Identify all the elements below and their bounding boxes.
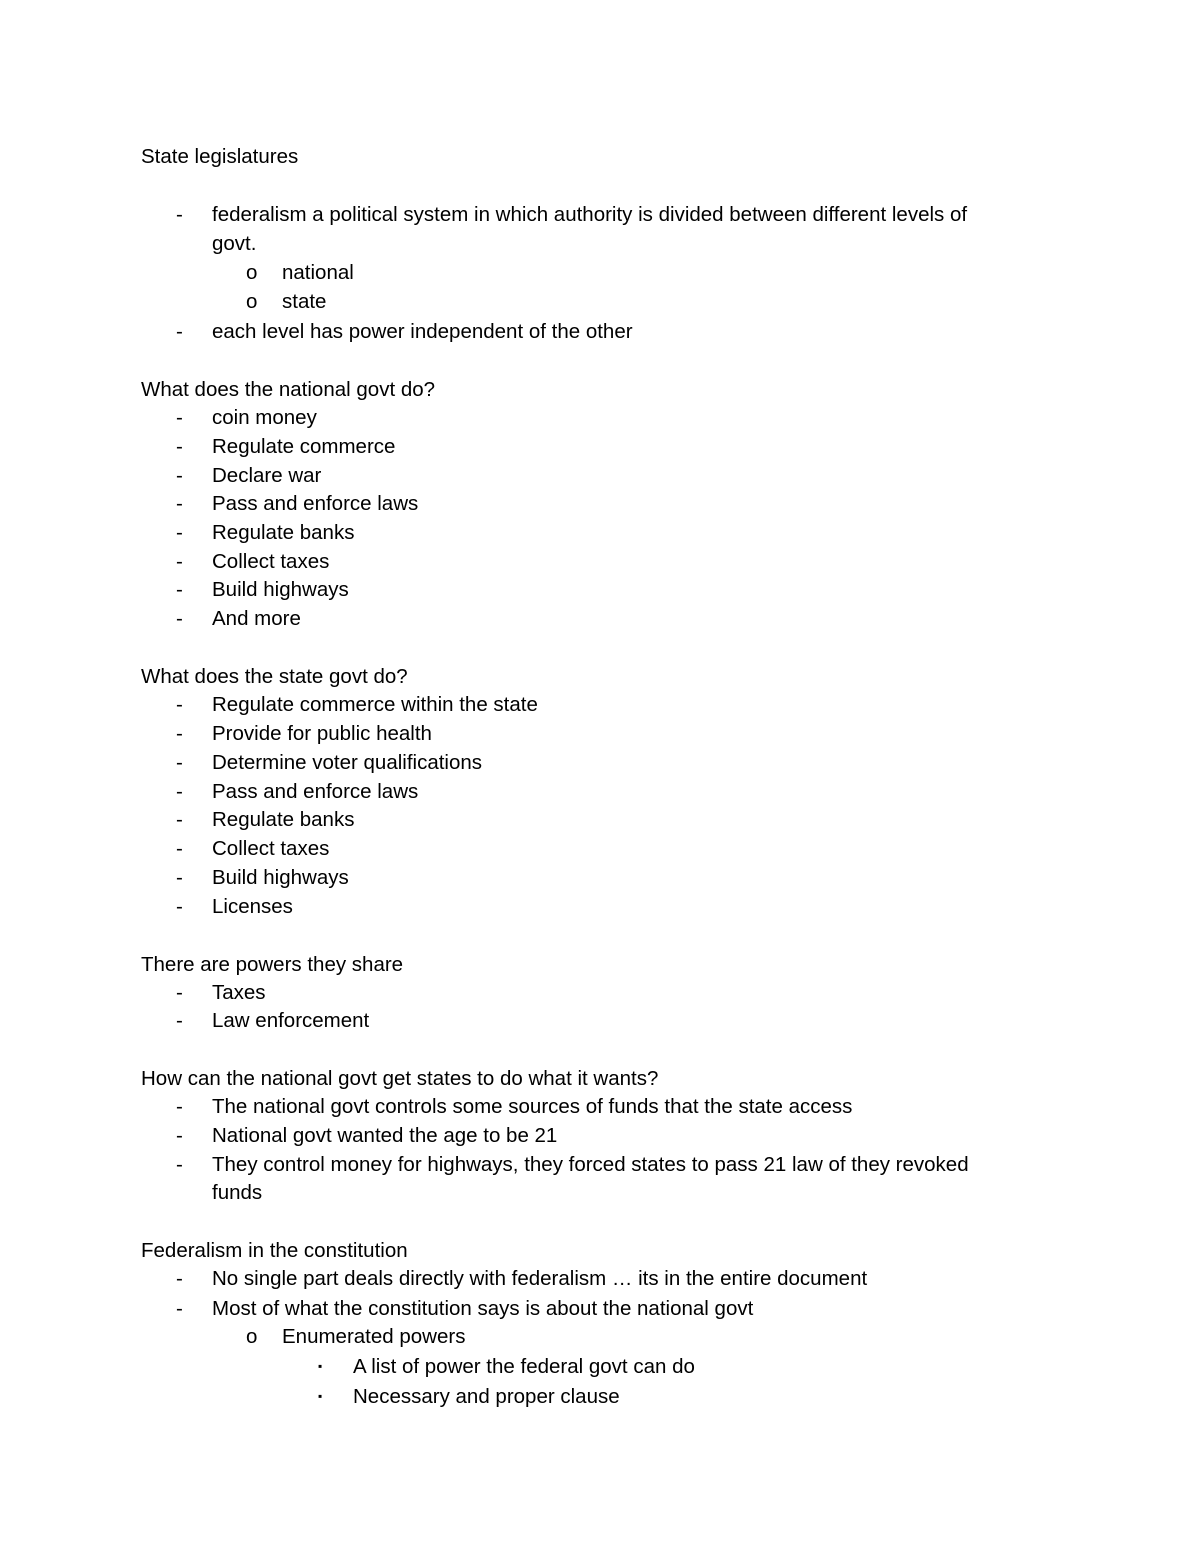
section-heading: What does the state govt do? <box>141 665 408 688</box>
list-item: Regulate commerce <box>212 435 396 458</box>
sub-list-item: state <box>282 290 327 313</box>
square-bullet: ▪ <box>318 1359 323 1373</box>
dash-bullet: - <box>176 751 183 774</box>
dash-bullet: - <box>176 1267 183 1290</box>
list-item-continuation: funds <box>212 1181 263 1204</box>
dash-bullet: - <box>176 521 183 544</box>
circle-bullet: o <box>246 1325 258 1348</box>
dash-bullet: - <box>176 693 183 716</box>
list-item: federalism a political system in which authority is divided between different levels of <box>212 203 968 226</box>
section-heading: State legislatures <box>141 145 299 168</box>
dash-bullet: - <box>176 808 183 831</box>
list-item: National govt wanted the age to be 21 <box>212 1124 558 1147</box>
list-item: Law enforcement <box>212 1009 370 1032</box>
list-item: Regulate banks <box>212 521 355 544</box>
dash-bullet: - <box>176 1009 183 1032</box>
square-bullet: ▪ <box>318 1389 323 1403</box>
list-item: Regulate commerce within the state <box>212 693 538 716</box>
dash-bullet: - <box>176 550 183 573</box>
list-item: Pass and enforce laws <box>212 492 419 515</box>
list-item: coin money <box>212 406 317 429</box>
dash-bullet: - <box>176 837 183 860</box>
list-item: Provide for public health <box>212 722 432 745</box>
dash-bullet: - <box>176 464 183 487</box>
dash-bullet: - <box>176 320 183 343</box>
dash-bullet: - <box>176 203 183 226</box>
section-heading: Federalism in the constitution <box>141 1239 408 1262</box>
dash-bullet: - <box>176 607 183 630</box>
list-item: Collect taxes <box>212 550 330 573</box>
sub-sub-list-item: Necessary and proper clause <box>353 1385 620 1408</box>
dash-bullet: - <box>176 1124 183 1147</box>
sub-list-item: national <box>282 261 354 284</box>
dash-bullet: - <box>176 435 183 458</box>
dash-bullet: - <box>176 1297 183 1320</box>
list-item: Regulate banks <box>212 808 355 831</box>
list-item: Build highways <box>212 578 349 601</box>
dash-bullet: - <box>176 406 183 429</box>
list-item: They control money for highways, they forced states to pass 21 law of they revoked <box>212 1153 969 1176</box>
dash-bullet: - <box>176 866 183 889</box>
list-item: Collect taxes <box>212 837 330 860</box>
list-item: Most of what the constitution says is about the national govt <box>212 1297 754 1320</box>
dash-bullet: - <box>176 895 183 918</box>
dash-bullet: - <box>176 1153 183 1176</box>
list-item: Determine voter qualifications <box>212 751 483 774</box>
list-item: Build highways <box>212 866 349 889</box>
sub-sub-list-item: A list of power the federal govt can do <box>353 1355 695 1378</box>
dash-bullet: - <box>176 780 183 803</box>
dash-bullet: - <box>176 981 183 1004</box>
circle-bullet: o <box>246 261 258 284</box>
dash-bullet: - <box>176 722 183 745</box>
list-item-continuation: govt. <box>212 232 257 255</box>
dash-bullet: - <box>176 1095 183 1118</box>
list-item: The national govt controls some sources of funds that the state access <box>212 1095 853 1118</box>
section-heading: There are powers they share <box>141 953 404 976</box>
list-item: Pass and enforce laws <box>212 780 419 803</box>
list-item: No single part deals directly with federalism … its in the entire document <box>212 1267 868 1290</box>
list-item: Licenses <box>212 895 293 918</box>
dash-bullet: - <box>176 578 183 601</box>
circle-bullet: o <box>246 290 258 313</box>
sub-list-item: Enumerated powers <box>282 1325 466 1348</box>
dash-bullet: - <box>176 492 183 515</box>
list-item: And more <box>212 607 301 630</box>
section-heading: How can the national govt get states to do what it wants? <box>141 1067 659 1090</box>
list-item: Taxes <box>212 981 266 1004</box>
section-heading: What does the national govt do? <box>141 378 436 401</box>
list-item: each level has power independent of the other <box>212 320 633 343</box>
list-item: Declare war <box>212 464 322 487</box>
